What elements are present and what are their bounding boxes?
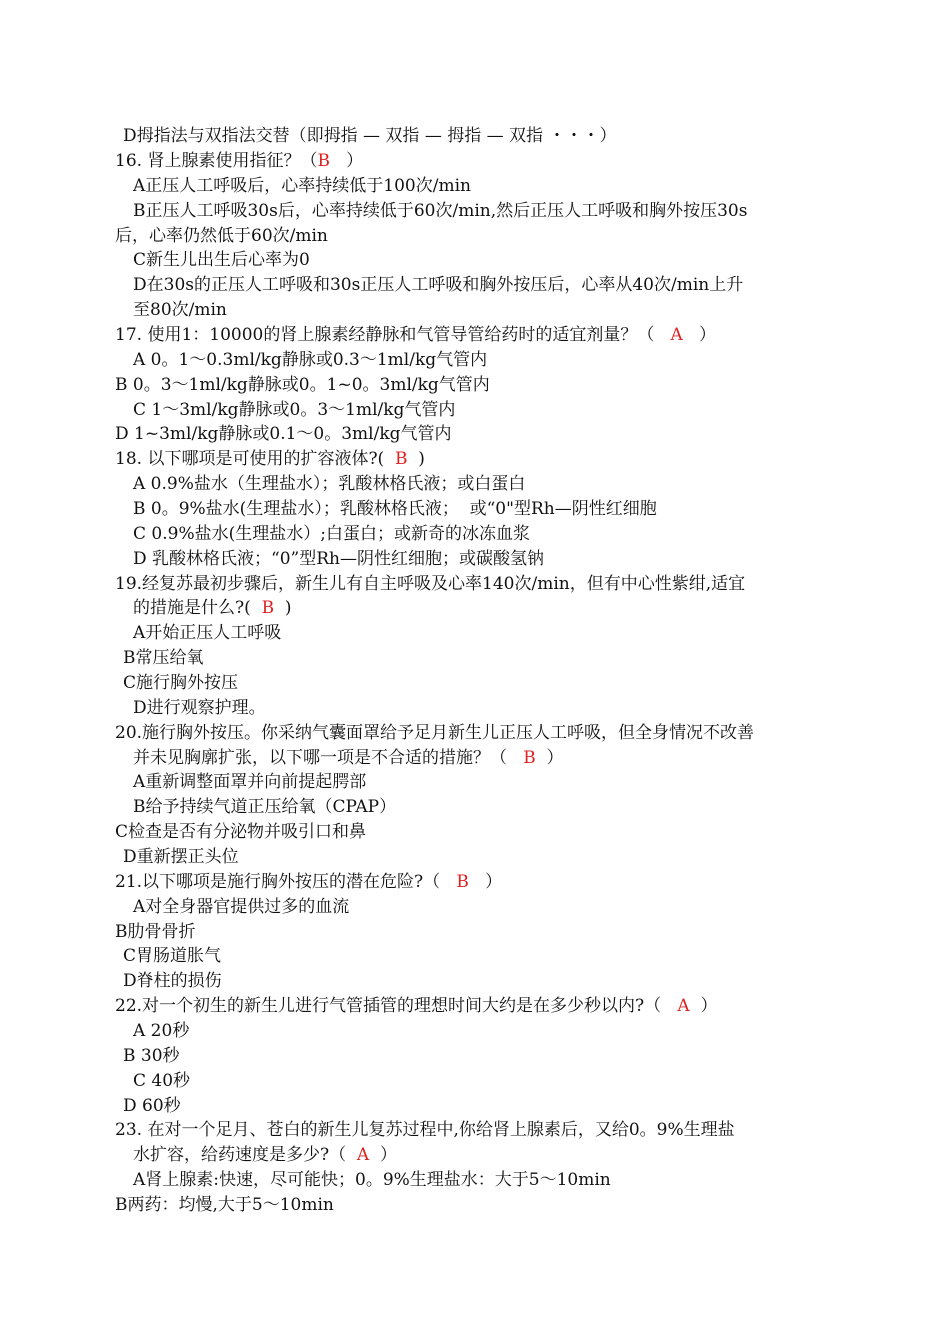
option-line: B正压人工呼吸30s后，心率持续低于60次/min,然后正压人工呼吸和胸外按压30s — [133, 201, 748, 221]
answer-mark: A — [677, 996, 690, 1016]
option-line: D拇指法与双指法交替（即拇指 — 双指 — 拇指 — 双指 ・・・） — [123, 126, 617, 146]
option-line: A对全身器官提供过多的血流 — [133, 897, 350, 917]
option-line: C 0.9%盐水(生理盐水）;白蛋白；或新奇的冰冻血浆 — [133, 524, 530, 544]
answer-mark: B — [317, 151, 330, 171]
option-line: D脊柱的损伤 — [123, 971, 222, 991]
answer-mark: A — [670, 325, 683, 345]
question-line: 19.经复苏最初步骤后，新生儿有自主呼吸及心率140次/min，但有中心性紫绀,适宜 — [115, 574, 746, 594]
option-line: C胃肠道胀气 — [123, 946, 222, 966]
option-line: C施行胸外按压 — [123, 673, 239, 693]
option-line: D进行观察护理。 — [133, 698, 266, 718]
answer-mark: B — [523, 748, 536, 768]
option-line: A重新调整面罩并向前提起腭部 — [133, 772, 367, 792]
question-line: 并未见胸廓扩张，以下哪一项是不合适的措施？（ B ） — [133, 748, 564, 768]
option-line: D 1~3ml/kg静脉或0.1～0。3ml/kg气管内 — [115, 424, 452, 444]
option-line: C 1～3ml/kg静脉或0。3～1ml/kg气管内 — [133, 400, 456, 420]
option-line: B 0。3～1ml/kg静脉或0。1~0。3ml/kg气管内 — [115, 375, 490, 395]
option-line: B肋骨骨折 — [115, 922, 196, 942]
option-line: A 20秒 — [133, 1021, 190, 1041]
answer-mark: B — [456, 872, 469, 892]
option-line: B给予持续气道正压给氧（CPAP） — [133, 797, 397, 817]
option-line: D重新摆正头位 — [123, 847, 239, 867]
option-line: 后，心率仍然低于60次/min — [115, 226, 328, 246]
option-line: D在30s的正压人工呼吸和30s正压人工呼吸和胸外按压后，心率从40次/min上升 — [133, 275, 744, 295]
question-line: 17. 使用1：10000的肾上腺素经静脉和气管导管给药时的适宜剂量？（ A ） — [115, 325, 717, 345]
option-line: D 乳酸林格氏液；“0”型Rh—阴性红细胞；或碳酸氢钠 — [133, 549, 544, 569]
answer-mark: A — [356, 1145, 370, 1165]
question-line: 的措施是什么?( B ) — [133, 598, 292, 618]
question-line: 23. 在对一个足月、苍白的新生儿复苏过程中,你给肾上腺素后，又给0。9%生理盐 — [115, 1120, 735, 1140]
option-line: B 30秒 — [123, 1046, 180, 1066]
option-line: C新生儿出生后心率为0 — [133, 250, 310, 270]
answer-mark: B — [395, 449, 408, 469]
option-line: 至80次/min — [133, 300, 227, 320]
question-line: 21.以下哪项是施行胸外按压的潜在危险?（ B ） — [115, 872, 503, 892]
option-line: A 0.9%盐水（生理盐水）；乳酸林格氏液；或白蛋白 — [133, 474, 526, 494]
question-line: 22.对一个初生的新生儿进行气管插管的理想时间大约是在多少秒以内?（ A ） — [115, 996, 718, 1016]
option-line: B常压给氧 — [123, 648, 204, 668]
option-line: B 0。9%盐水(生理盐水）；乳酸林格氏液； 或“0"型Rh—阴性红细胞 — [133, 499, 657, 519]
option-line: A 0。1～0.3ml/kg静脉或0.3～1ml/kg气管内 — [133, 350, 488, 370]
question-line: 16. 肾上腺素使用指征？（B ） — [115, 151, 364, 171]
question-line: 20.施行胸外按压。你采纳气囊面罩给予足月新生儿正压人工呼吸，但全身情况不改善 — [115, 723, 755, 743]
question-line: 18. 以下哪项是可使用的扩容液体?( B ) — [115, 449, 425, 469]
option-line: C 40秒 — [133, 1071, 191, 1091]
question-line: 水扩容，给药速度是多少?（ A ） — [133, 1145, 398, 1165]
answer-mark: B — [261, 598, 275, 618]
option-line: D 60秒 — [123, 1096, 181, 1116]
option-line: A正压人工呼吸后，心率持续低于100次/min — [133, 176, 471, 196]
option-line: A肾上腺素:快速，尽可能快；0。9%生理盐水：大于5～10min — [133, 1170, 611, 1190]
option-line: B两药：均慢,大于5～10min — [115, 1195, 334, 1215]
option-line: C检查是否有分泌物并吸引口和鼻 — [115, 822, 367, 842]
option-line: A开始正压人工呼吸 — [133, 623, 282, 643]
